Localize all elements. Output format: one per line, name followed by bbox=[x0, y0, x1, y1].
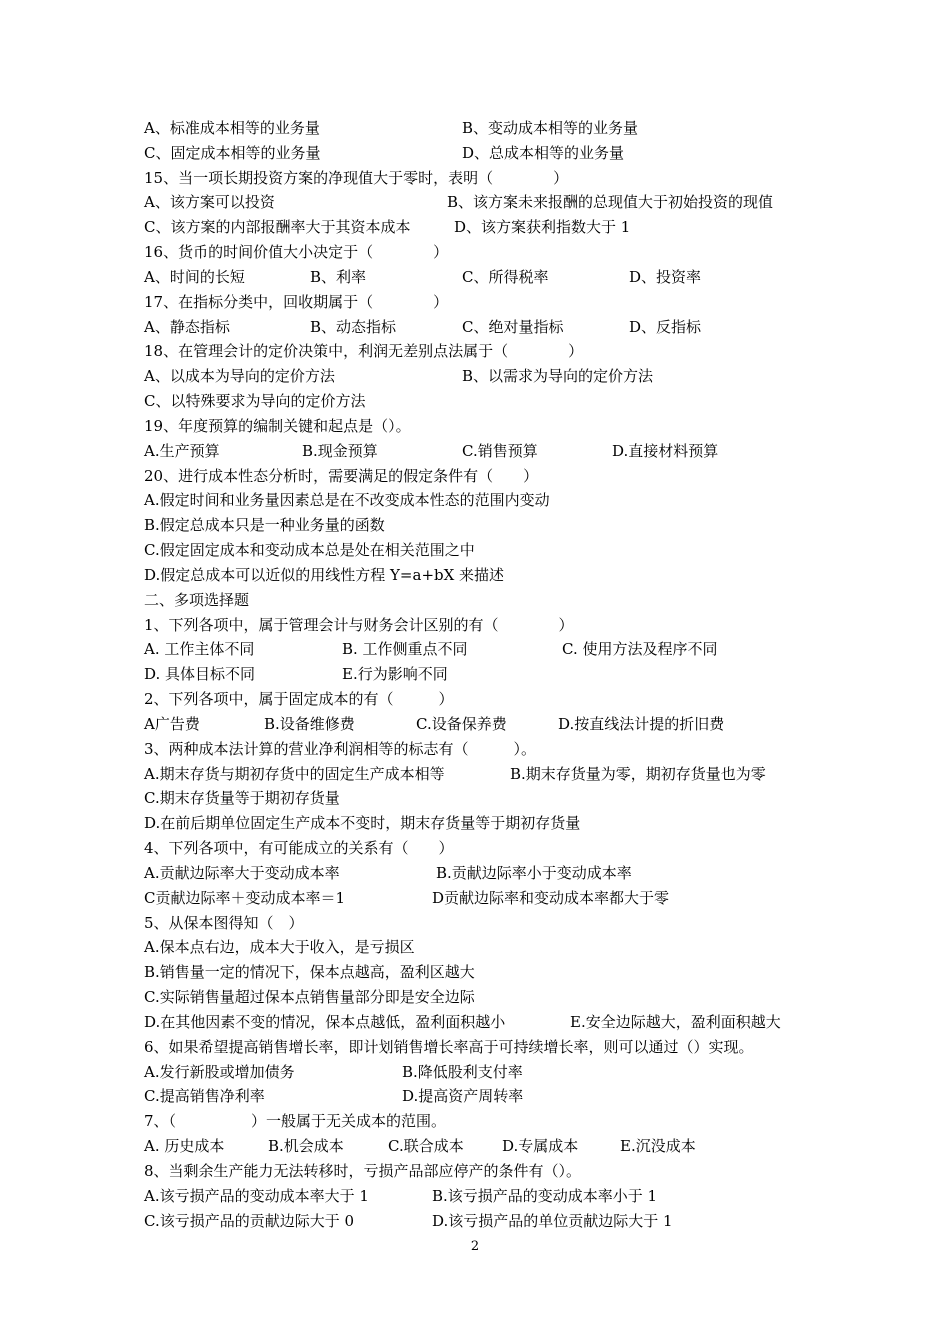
line-text: 二、多项选择题 bbox=[144, 590, 250, 609]
option-text: D、反指标 bbox=[629, 317, 702, 336]
option-text: C. 使用方法及程序不同 bbox=[562, 640, 718, 659]
option-text: C、绝对量指标 bbox=[462, 317, 564, 336]
line-text: A、时间的长短 bbox=[144, 267, 245, 286]
option-text: B.期末存货量为零，期初存货量也为零 bbox=[510, 764, 766, 783]
option-text: D.提高资产周转率 bbox=[402, 1087, 524, 1106]
line-text: 19、年度预算的编制关键和起点是（）。 bbox=[144, 416, 411, 435]
option-text: E.安全边际越大，盈利面积越大 bbox=[570, 1012, 781, 1031]
option-text: B、以需求为导向的定价方法 bbox=[462, 367, 654, 386]
line-text: A、静态指标 bbox=[144, 317, 230, 336]
line-text: A.该亏损产品的变动成本率大于 1 bbox=[144, 1186, 369, 1205]
line-text: C.期末存货量等于期初存货量 bbox=[144, 789, 340, 808]
line-text: 8、当剩余生产能力无法转移时，亏损产品部应停产的条件有（）。 bbox=[144, 1161, 582, 1180]
line-text: C.提高销售净利率 bbox=[144, 1087, 265, 1106]
line-text: A.贡献边际率大于变动成本率 bbox=[144, 863, 340, 882]
line-text: A、标准成本相等的业务量 bbox=[144, 119, 320, 137]
line-text: A.发行新股或增加债务 bbox=[144, 1062, 295, 1081]
line-text: A. 历史成本 bbox=[144, 1137, 225, 1156]
line-text: A、以成本为导向的定价方法 bbox=[144, 367, 335, 386]
line-text: D. 具体目标不同 bbox=[144, 665, 256, 684]
option-text: B、该方案未来报酬的总现值大于初始投资的现值 bbox=[447, 193, 774, 212]
option-text: E.沉没成本 bbox=[620, 1137, 696, 1156]
line-text: D.在其他因素不变的情况，保本点越低，盈利面积越小 bbox=[144, 1012, 506, 1031]
option-text: D.按直线法计提的折旧费 bbox=[558, 714, 725, 733]
option-text: D、投资率 bbox=[629, 267, 702, 286]
line-text: B.销售量一定的情况下，保本点越高，盈利区越大 bbox=[144, 963, 475, 982]
option-text: B. 工作侧重点不同 bbox=[342, 640, 468, 659]
option-text: C.联合成本 bbox=[388, 1137, 464, 1156]
line-text: 20、进行成本性态分析时，需要满足的假定条件有（ ） bbox=[144, 466, 539, 485]
line-text: C、以特殊要求为导向的定价方法 bbox=[144, 392, 366, 411]
line-text: 3、两种成本法计算的营业净利润相等的标志有（ ）。 bbox=[144, 739, 537, 758]
line-text: 15、当一项长期投资方案的净现值大于零时，表明（ ） bbox=[144, 168, 569, 187]
line-text: C.该亏损产品的贡献边际大于 0 bbox=[144, 1211, 355, 1230]
line-text: 4、下列各项中，有可能成立的关系有（ ） bbox=[144, 839, 454, 858]
line-text: 17、在指标分类中，回收期属于（ ） bbox=[144, 292, 449, 311]
line-text: 2、下列各项中，属于固定成本的有（ ） bbox=[144, 690, 454, 709]
option-text: B.机会成本 bbox=[268, 1137, 344, 1156]
option-text: B.现金预算 bbox=[302, 441, 378, 460]
option-text: B、变动成本相等的业务量 bbox=[462, 119, 639, 137]
line-text: A.保本点右边，成本大于收入，是亏损区 bbox=[144, 938, 415, 957]
option-text: D、总成本相等的业务量 bbox=[462, 143, 625, 162]
line-text: C.实际销售量超过保本点销售量部分即是安全边际 bbox=[144, 988, 475, 1007]
line-text: C贡献边际率＋变动成本率＝1 bbox=[144, 888, 346, 907]
line-text: A. 工作主体不同 bbox=[144, 640, 255, 659]
line-text: 6、如果希望提高销售增长率，即计划销售增长率高于可持续增长率，则可以通过（）实现。 bbox=[144, 1037, 754, 1056]
option-text: B.该亏损产品的变动成本率小于 1 bbox=[432, 1186, 658, 1205]
option-text: D、该方案获利指数大于 1 bbox=[454, 218, 631, 237]
option-text: B、利率 bbox=[310, 267, 367, 286]
line-text: A.生产预算 bbox=[144, 441, 220, 460]
option-text: D.直接材料预算 bbox=[612, 441, 719, 460]
option-text: E.行为影响不同 bbox=[342, 665, 448, 684]
line-text: C、该方案的内部报酬率大于其资本成本 bbox=[144, 218, 411, 237]
option-text: C.销售预算 bbox=[462, 441, 538, 460]
page-number: 2 bbox=[470, 1239, 480, 1254]
option-text: C.设备保养费 bbox=[416, 714, 507, 733]
line-text: 1、下列各项中，属于管理会计与财务会计区别的有（ ） bbox=[144, 615, 574, 634]
line-text: 5、从保本图得知（ ） bbox=[144, 913, 304, 932]
option-text: B.降低股利支付率 bbox=[402, 1062, 523, 1081]
line-text: D.假定总成本可以近似的用线性方程 Y=a+bX 来描述 bbox=[144, 565, 505, 584]
option-text: D.该亏损产品的单位贡献边际大于 1 bbox=[432, 1211, 673, 1230]
line-text: D.在前后期单位固定生产成本不变时，期末存货量等于期初存货量 bbox=[144, 814, 581, 833]
line-text: 16、货币的时间价值大小决定于（ ） bbox=[144, 243, 449, 262]
line-text: 18、在管理会计的定价决策中，利润无差别点法属于（ ） bbox=[144, 342, 584, 361]
option-text: D.专属成本 bbox=[502, 1137, 579, 1156]
line-text: A.假定时间和业务量因素总是在不改变成本性态的范围内变动 bbox=[144, 491, 550, 510]
line-text: A广告费 bbox=[144, 714, 200, 733]
option-text: C、所得税率 bbox=[462, 267, 549, 286]
option-text: B.贡献边际率小于变动成本率 bbox=[436, 863, 632, 882]
line-text: 7、（ ）一般属于无关成本的范围。 bbox=[144, 1112, 447, 1131]
line-text: A.期末存货与期初存货中的固定生产成本相等 bbox=[144, 764, 445, 783]
option-text: B、动态指标 bbox=[310, 317, 397, 336]
option-text: D贡献边际率和变动成本率都大于零 bbox=[432, 888, 670, 907]
line-text: A、该方案可以投资 bbox=[144, 193, 275, 212]
line-text: C、固定成本相等的业务量 bbox=[144, 143, 321, 162]
option-text: B.设备维修费 bbox=[264, 714, 355, 733]
line-text: B.假定总成本只是一种业务量的函数 bbox=[144, 516, 385, 535]
line-text: C.假定固定成本和变动成本总是处在相关范围之中 bbox=[144, 541, 475, 560]
